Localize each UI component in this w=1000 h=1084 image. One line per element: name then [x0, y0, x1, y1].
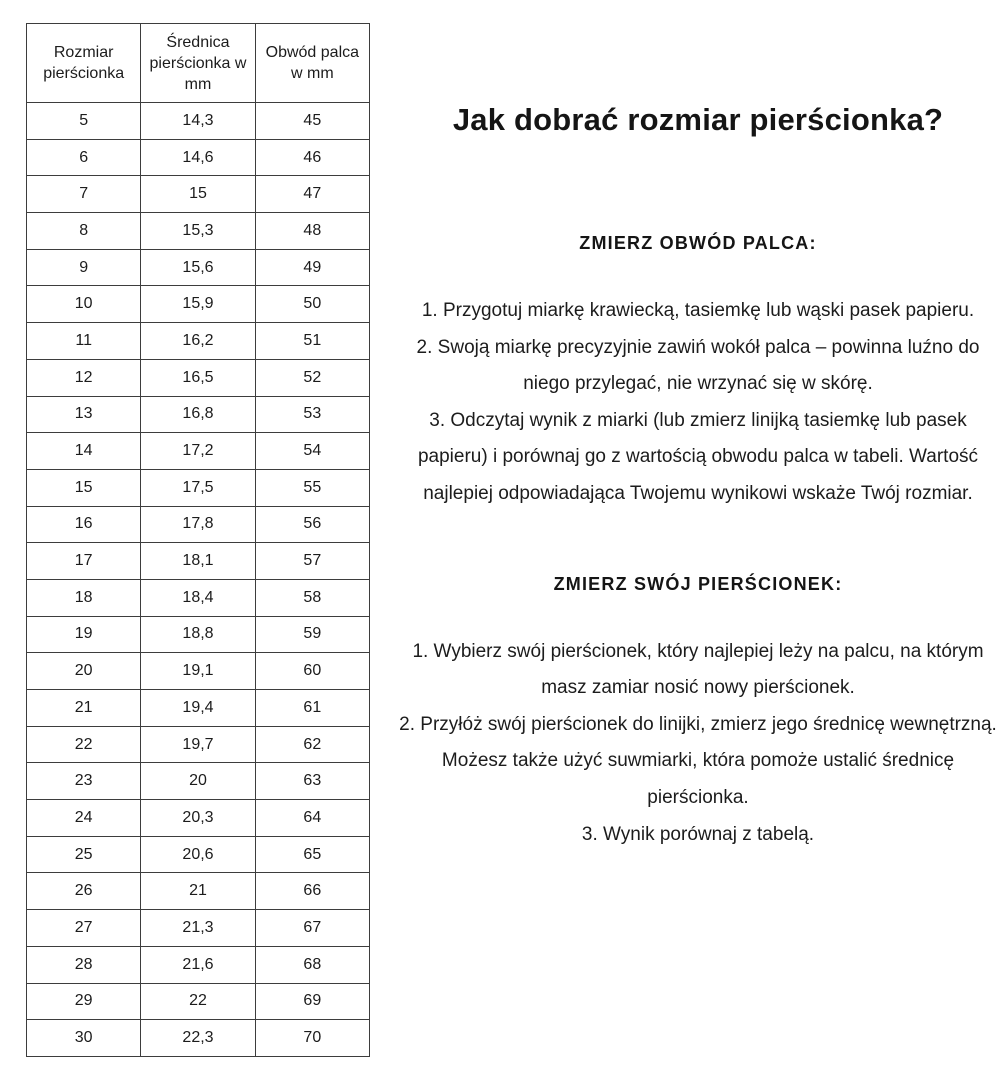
ring-size-table: [26, 23, 370, 1057]
table-cell: 5: [27, 103, 141, 140]
table-cell: 23: [27, 763, 141, 800]
table-cell: 19: [27, 616, 141, 653]
table-cell: 30: [27, 1020, 141, 1057]
table-cell: 22,3: [141, 1020, 255, 1057]
table-cell: 46: [255, 139, 369, 176]
table-cell: 15,6: [141, 249, 255, 286]
table-cell: 27: [27, 910, 141, 947]
table-cell: 17,8: [141, 506, 255, 543]
table-cell: 17,2: [141, 433, 255, 470]
table-row: [27, 469, 370, 506]
table-row: [27, 103, 370, 140]
instruction-step: 2. Swoją miarkę precyzyjnie zawiń wokół palca – powinna luźno do niego przylegać, nie wrzynać się w skórę.: [416, 336, 980, 395]
steps-measure-finger: [398, 293, 998, 513]
table-cell: 14,6: [141, 139, 255, 176]
table-cell: 58: [255, 579, 369, 616]
table-row: [27, 616, 370, 653]
table-cell: 26: [27, 873, 141, 910]
table-cell: 57: [255, 543, 369, 580]
table-cell: 16,2: [141, 323, 255, 360]
table-cell: 69: [255, 983, 369, 1020]
table-cell: 15: [141, 176, 255, 213]
table-cell: 16,5: [141, 359, 255, 396]
table-cell: 59: [255, 616, 369, 653]
table-row: [27, 910, 370, 947]
col-header-ring-size: Rozmiar pierścionka: [27, 24, 141, 103]
table-row: [27, 726, 370, 763]
instruction-step: 1. Przygotuj miarkę krawiecką, tasiemkę lub wąski pasek papieru.: [421, 300, 975, 321]
instructions-panel: [398, 0, 998, 853]
table-cell: 10: [27, 286, 141, 323]
table-cell: 18,4: [141, 579, 255, 616]
table-row: [27, 690, 370, 727]
table-cell: 7: [27, 176, 141, 213]
table-cell: 48: [255, 213, 369, 250]
instruction-step: 3. Wynik porównaj z tabelą.: [581, 823, 815, 845]
table-cell: 8: [27, 213, 141, 250]
table-row: [27, 323, 370, 360]
table-cell: 28: [27, 946, 141, 983]
table-cell: 64: [255, 800, 369, 837]
table-cell: 53: [255, 396, 369, 433]
table-cell: 15,3: [141, 213, 255, 250]
table-cell: 25: [27, 836, 141, 873]
table-cell: 18: [27, 579, 141, 616]
instruction-step: 2. Przyłóż swój pierścionek do linijki, zmierz jego średnicę wewnętrzną. Możesz także użyć suwmiarki, która pomoże ustalić średnicę pierścionka.: [399, 713, 997, 808]
table-row: [27, 396, 370, 433]
table-cell: 20,6: [141, 836, 255, 873]
table-cell: 63: [255, 763, 369, 800]
table-cell: 21,3: [141, 910, 255, 947]
table-cell: 56: [255, 506, 369, 543]
table-row: [27, 579, 370, 616]
table-cell: 19,7: [141, 726, 255, 763]
table-cell: 45: [255, 103, 369, 140]
table-cell: 50: [255, 286, 369, 323]
table-row: [27, 543, 370, 580]
table-cell: 16,8: [141, 396, 255, 433]
table-cell: 20: [27, 653, 141, 690]
table-row: [27, 653, 370, 690]
table-row: [27, 946, 370, 983]
table-cell: 18,8: [141, 616, 255, 653]
table-cell: 67: [255, 910, 369, 947]
table-cell: 70: [255, 1020, 369, 1057]
table-cell: 62: [255, 726, 369, 763]
table-cell: 29: [27, 983, 141, 1020]
col-header-ring-diameter: Średnica pierścionka w mm: [141, 24, 255, 103]
table-cell: 20,3: [141, 800, 255, 837]
table-row: [27, 249, 370, 286]
table-cell: 52: [255, 359, 369, 396]
table-row: [27, 176, 370, 213]
table-cell: 19,4: [141, 690, 255, 727]
table-cell: 24: [27, 800, 141, 837]
table-cell: 17: [27, 543, 141, 580]
table-row: [27, 359, 370, 396]
table-cell: 65: [255, 836, 369, 873]
table-header-row: [27, 24, 370, 103]
table-row: [27, 836, 370, 873]
table-cell: 16: [27, 506, 141, 543]
table-cell: 55: [255, 469, 369, 506]
table-cell: 21,6: [141, 946, 255, 983]
table-cell: 20: [141, 763, 255, 800]
table-cell: 21: [27, 690, 141, 727]
instruction-step: 3. Odczytaj wynik z miarki (lub zmierz linijką tasiemkę lub pasek papieru) i porównaj go z wartością obwodu palca w tabeli. Wartość najlepiej odpowiadająca Twojemu wynikowi wskaże Twój rozmiar.: [417, 409, 979, 504]
table-row: [27, 1020, 370, 1057]
table-cell: 17,5: [141, 469, 255, 506]
size-table-body: [27, 103, 370, 1057]
table-cell: 6: [27, 139, 141, 176]
table-cell: 18,1: [141, 543, 255, 580]
table-row: [27, 433, 370, 470]
table-cell: 15: [27, 469, 141, 506]
table-row: [27, 763, 370, 800]
table-cell: 47: [255, 176, 369, 213]
page-title: Jak dobrać rozmiar pierścionka?: [452, 102, 944, 137]
section-heading-measure-ring: ZMIERZ SWÓJ PIERŚCIONEK:: [553, 573, 843, 594]
table-cell: 14: [27, 433, 141, 470]
table-row: [27, 983, 370, 1020]
table-cell: 19,1: [141, 653, 255, 690]
table-cell: 51: [255, 323, 369, 360]
table-row: [27, 873, 370, 910]
table-cell: 11: [27, 323, 141, 360]
table-row: [27, 506, 370, 543]
table-cell: 49: [255, 249, 369, 286]
table-cell: 21: [141, 873, 255, 910]
steps-measure-ring: [398, 634, 998, 854]
table-row: [27, 286, 370, 323]
table-cell: 68: [255, 946, 369, 983]
section-heading-measure-finger: ZMIERZ OBWÓD PALCA:: [579, 233, 817, 253]
table-cell: 15,9: [141, 286, 255, 323]
table-cell: 22: [141, 983, 255, 1020]
table-cell: 14,3: [141, 103, 255, 140]
col-header-finger-circumference: Obwód palca w mm: [255, 24, 369, 103]
table-row: [27, 800, 370, 837]
table-cell: 9: [27, 249, 141, 286]
table-row: [27, 139, 370, 176]
table-row: [27, 213, 370, 250]
table-cell: 13: [27, 396, 141, 433]
table-cell: 66: [255, 873, 369, 910]
table-cell: 12: [27, 359, 141, 396]
table-cell: 54: [255, 433, 369, 470]
instruction-step: 1. Wybierz swój pierścionek, który najlepiej leży na palcu, na którym masz zamiar nosić nowy pierścionek.: [412, 640, 984, 699]
table-cell: 61: [255, 690, 369, 727]
table-cell: 22: [27, 726, 141, 763]
table-cell: 60: [255, 653, 369, 690]
